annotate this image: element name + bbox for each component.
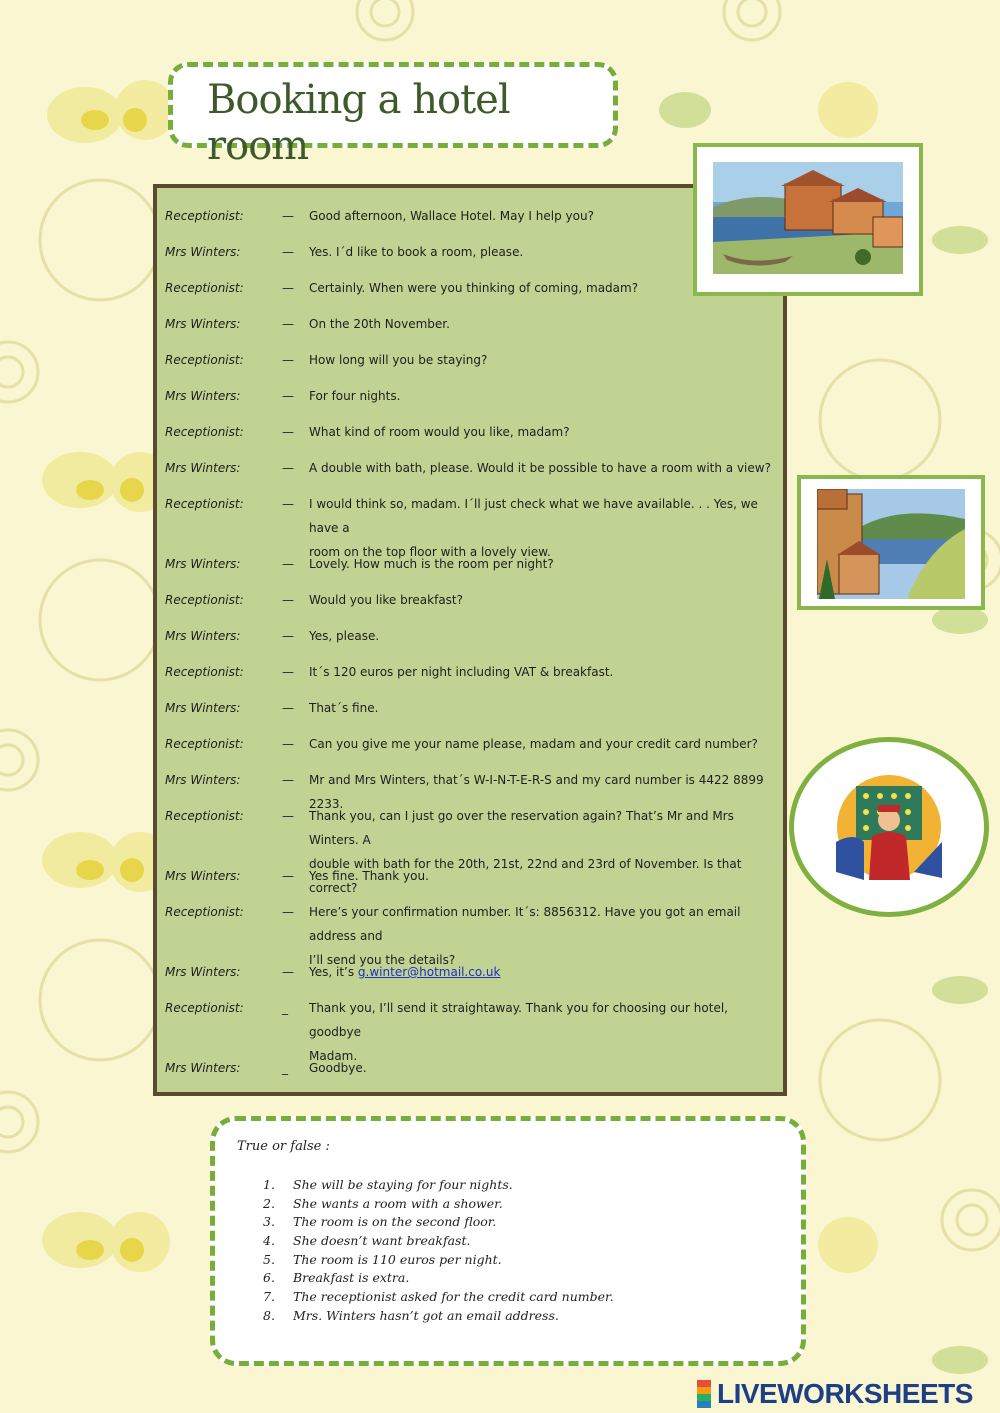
dialogue-text — [309, 384, 779, 408]
true-false-exercise — [210, 1116, 806, 1366]
dialogue-dash: — — [282, 245, 294, 259]
dialogue-line: For four nights. — [309, 389, 401, 403]
speaker-label: Receptionist: — [165, 353, 244, 367]
dialogue-line: That´s fine. — [309, 701, 379, 715]
dialogue-row — [165, 492, 783, 559]
speaker-label: Mrs Winters: — [165, 869, 241, 883]
dialogue-text — [309, 660, 779, 684]
dialogue-row — [165, 624, 783, 648]
dialogue-dash: — — [282, 425, 294, 439]
item-number: 3. — [263, 1214, 275, 1230]
dialogue-row — [165, 276, 783, 300]
dialogue-row — [165, 588, 783, 612]
dialogue-row — [165, 384, 783, 408]
dialogue-line: It´s 120 euros per night including VAT & breakfast. — [309, 665, 614, 679]
dialogue-dash: — — [282, 557, 294, 571]
dialogue-text — [309, 1056, 779, 1080]
dialogue-row — [165, 312, 783, 336]
dialogue-line: Yes, please. — [309, 629, 380, 643]
speaker-label: Mrs Winters: — [165, 1061, 241, 1075]
hotel-coast-illustration — [713, 162, 903, 274]
speaker-label: Mrs Winters: — [165, 389, 241, 403]
dialogue-text — [309, 624, 779, 648]
dialogue-row — [165, 864, 783, 888]
dialogue-line: Yes, it’s — [309, 965, 358, 979]
dialogue-dash: — — [282, 809, 294, 823]
dialogue-row — [165, 996, 783, 1063]
dialogue-text — [309, 696, 779, 720]
dialogue-text — [309, 312, 779, 336]
dialogue-line: Thank you, can I just go over the reservation again? That’s Mr and Mrs Winters. A — [309, 809, 734, 847]
speaker-label: Mrs Winters: — [165, 245, 241, 259]
speaker-label: Receptionist: — [165, 809, 244, 823]
exercise-title: True or false : — [237, 1139, 330, 1154]
dialogue-line: room on the top floor with a lovely view. — [309, 545, 551, 559]
dialogue-line: Can you give me your name please, madam and your credit card number? — [309, 737, 758, 751]
brand-name: LIVEWORKSHEETS — [717, 1378, 973, 1409]
dialogue-row — [165, 960, 783, 984]
item-statement: Mrs. Winters hasn’t got an email address. — [293, 1307, 559, 1323]
speaker-label: Receptionist: — [165, 593, 244, 607]
live-badge-icon — [697, 1380, 711, 1408]
item-statement: She will be staying for four nights. — [293, 1177, 513, 1192]
item-statement: The receptionist asked for the credit card number. — [293, 1289, 614, 1305]
speaker-label: Receptionist: — [165, 665, 244, 679]
dialogue-dash: — — [282, 737, 294, 751]
dialogue-text — [309, 732, 779, 756]
item-number: 1. — [263, 1177, 275, 1192]
dialogue-row — [165, 732, 783, 756]
dialogue-row — [165, 660, 783, 684]
dialogue-line: Thank you, I’ll send it straightaway. Thank you for choosing our hotel, goodbye — [309, 1001, 728, 1039]
bellboy-keys-picture — [789, 737, 989, 917]
speaker-label: Receptionist: — [165, 497, 244, 511]
dialogue-line: Yes. I´d like to book a room, please. — [309, 245, 524, 259]
village-lake-illustration — [817, 489, 965, 599]
dialogue-text — [309, 864, 779, 888]
speaker-label: Mrs Winters: — [165, 629, 241, 643]
dialogue-row — [165, 240, 783, 264]
item-statement: The room is on the second floor. — [293, 1214, 497, 1230]
speaker-label: Receptionist: — [165, 1001, 244, 1015]
dialogue-line: Yes fine. Thank you. — [309, 869, 429, 883]
dialogue-dash: — — [282, 209, 294, 223]
dialogue-text — [309, 420, 779, 444]
dialogue-row — [165, 456, 783, 480]
item-number: 6. — [263, 1270, 275, 1286]
speaker-label: Receptionist: — [165, 905, 244, 919]
dialogue-line: I’ll send you the details? — [309, 953, 456, 967]
dialogue-dash: — — [282, 965, 294, 979]
title-banner — [168, 62, 618, 169]
dialogue-dash: — — [282, 773, 294, 787]
dialogue-row — [165, 204, 783, 228]
item-statement: She doesn’t want breakfast. — [293, 1233, 471, 1249]
email-link[interactable]: g.winter@hotmail.co.uk — [357, 965, 501, 979]
dialogue-line: On the 20th November. — [309, 317, 450, 331]
dialogue-text — [309, 456, 779, 480]
dialogue-line: How long will you be staying? — [309, 353, 488, 367]
dialogue-line: Would you like breakfast? — [309, 593, 464, 607]
speaker-label: Mrs Winters: — [165, 773, 241, 787]
dialogue-dash: — — [282, 461, 294, 475]
dialogue-panel — [153, 184, 787, 1096]
dialogue-dash: — — [282, 353, 294, 367]
speaker-label: Receptionist: — [165, 425, 244, 439]
speaker-label: Mrs Winters: — [165, 461, 241, 475]
dialogue-line: Good afternoon, Wallace Hotel. May I help you? — [309, 209, 594, 223]
dialogue-row — [165, 768, 783, 811]
dialogue-row — [165, 420, 783, 444]
dialogue-dash: — — [282, 869, 294, 883]
dialogue-line: A double with bath, please. Would it be possible to have a room with a view? — [309, 461, 771, 475]
dialogue-dash: — — [282, 317, 294, 331]
item-statement: The room is 110 euros per night. — [293, 1251, 502, 1267]
dialogue-text — [309, 960, 779, 984]
dialogue-line: Goodbye. — [309, 1061, 367, 1075]
dialogue-line: I would think so, madam. I´ll just check what we have available. . . Yes, we have a — [309, 497, 758, 535]
hotel-landscape-picture — [693, 143, 923, 296]
liveworksheets-logo[interactable] — [697, 1376, 997, 1410]
village-lake-picture — [797, 475, 985, 610]
dialogue-dash: — — [282, 701, 294, 715]
speaker-label: Receptionist: — [165, 737, 244, 751]
dialogue-dash: — — [282, 497, 294, 511]
dialogue-line: What kind of room would you like, madam? — [309, 425, 570, 439]
speaker-label: Receptionist: — [165, 209, 244, 223]
dialogue-row — [165, 348, 783, 372]
dialogue-row — [165, 696, 783, 720]
speaker-label: Mrs Winters: — [165, 557, 241, 571]
speaker-label: Receptionist: — [165, 281, 244, 295]
dialogue-text — [309, 348, 779, 372]
dialogue-row — [165, 1056, 783, 1080]
item-statement: She wants a room with a shower. — [293, 1195, 503, 1211]
item-number: 2. — [263, 1195, 275, 1211]
speaker-label: Mrs Winters: — [165, 317, 241, 331]
item-number: 5. — [263, 1251, 275, 1267]
dialogue-dash: — — [282, 389, 294, 403]
dialogue-dash: — — [282, 905, 294, 919]
page-title: Booking a hotel room — [207, 77, 510, 169]
speaker-label: Mrs Winters: — [165, 965, 241, 979]
dialogue-dash: _ — [282, 1001, 288, 1015]
dialogue-dash: — — [282, 593, 294, 607]
bellboy-illustration — [834, 772, 944, 882]
dialogue-line: Madam. — [309, 1049, 358, 1063]
dialogue-dash: — — [282, 629, 294, 643]
item-statement: Breakfast is extra. — [293, 1270, 410, 1286]
dialogue-line: Here’s your confirmation number. It´s: 8856312. Have you got an email address and — [309, 905, 741, 943]
item-number: 7. — [263, 1289, 275, 1305]
dialogue-line: Lovely. How much is the room per night? — [309, 557, 554, 571]
dialogue-row — [165, 900, 783, 967]
dialogue-dash: — — [282, 665, 294, 679]
dialogue-dash: — — [282, 281, 294, 295]
dialogue-text — [309, 588, 779, 612]
dialogue-line: Mr and Mrs Winters, that´s W-I-N-T-E-R-S and my card number is 4422 8899 2233. — [309, 773, 764, 811]
dialogue-line: double with bath for the 20th, 21st, 22nd and 23rd of November. Is that correct? — [309, 857, 742, 895]
dialogue-row — [165, 552, 783, 576]
item-number: 4. — [263, 1233, 275, 1249]
dialogue-line: Certainly. When were you thinking of coming, madam? — [309, 281, 639, 295]
dialogue-text — [309, 552, 779, 576]
item-number: 8. — [263, 1307, 275, 1323]
dialogue-dash: _ — [282, 1061, 288, 1075]
speaker-label: Mrs Winters: — [165, 701, 241, 715]
